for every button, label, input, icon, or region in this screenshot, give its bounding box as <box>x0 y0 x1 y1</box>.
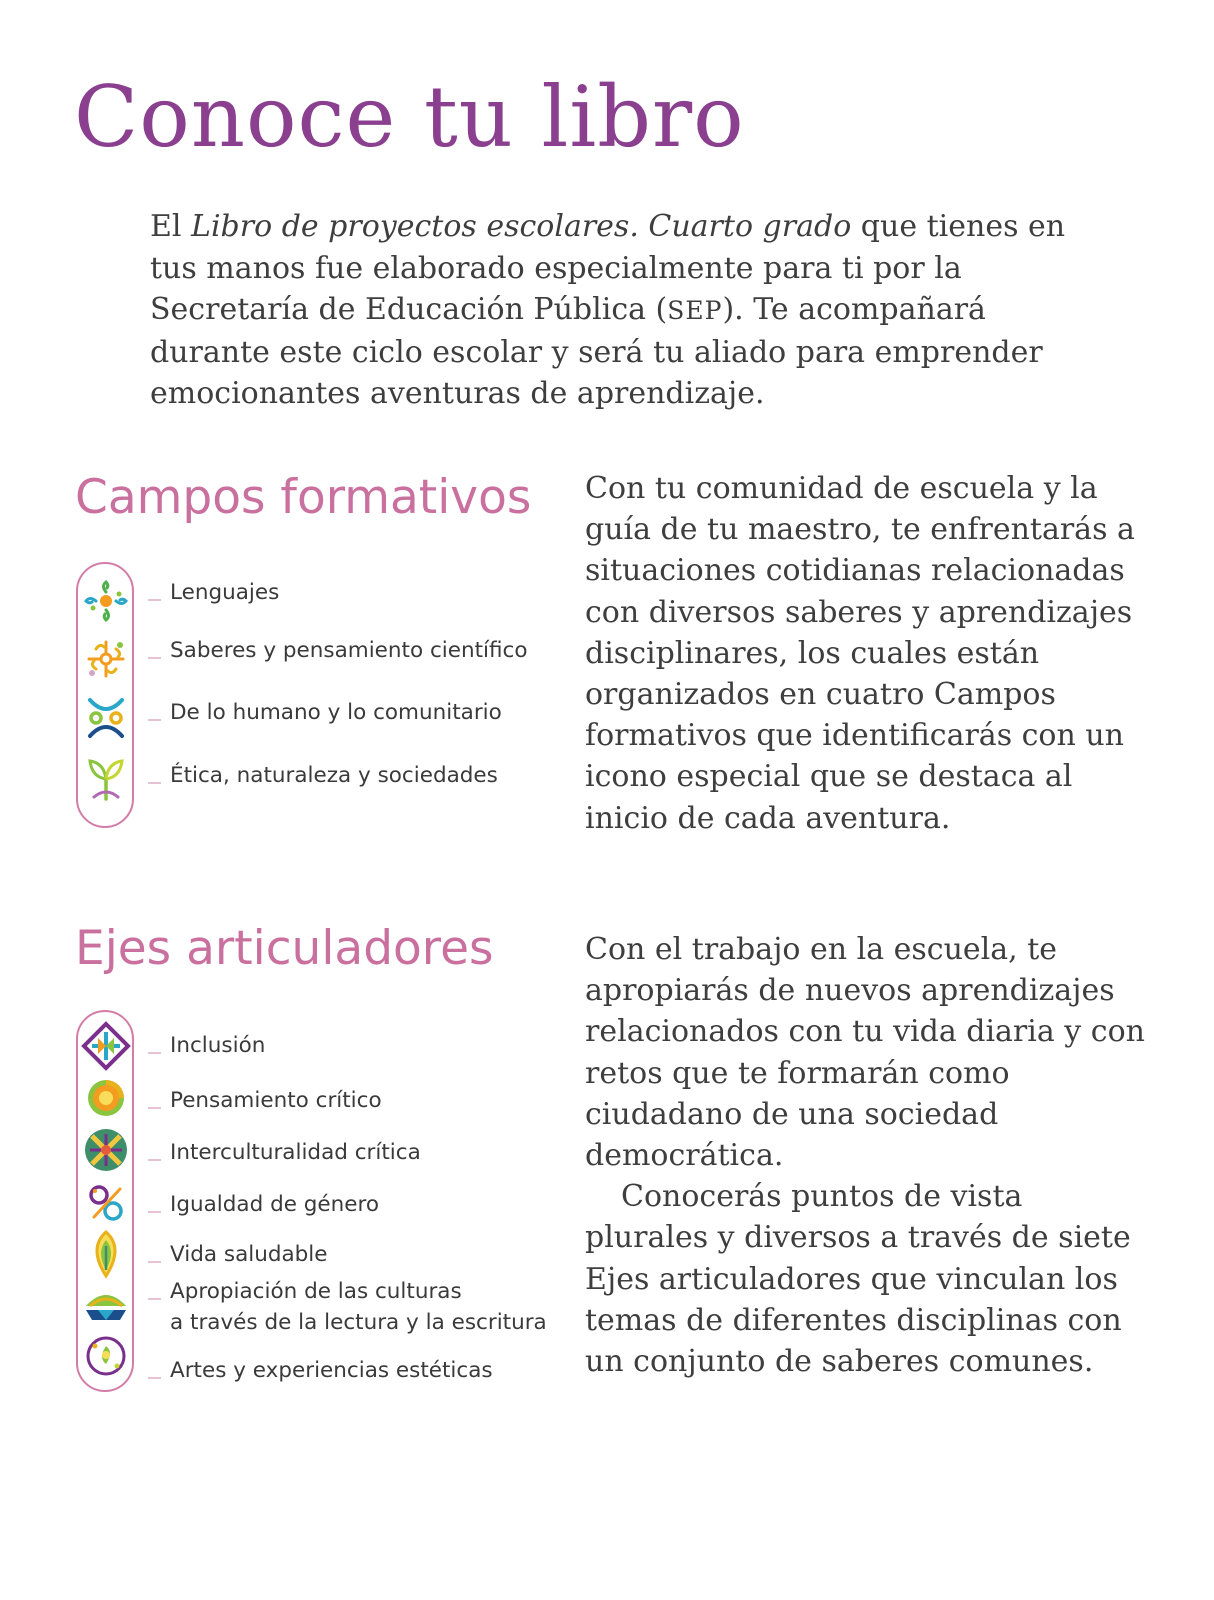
intro-paragraph: El Libro de proyectos escolares. Cuarto grado que tienes en tus manos fue elaborado especialmente para ti por la Secretaría de Educación Pública (SEP). Te acompañará durante este ciclo escolar y será tu aliado para emprender emocionantes aventuras de aprendizaje. <box>150 209 1066 411</box>
campos-formativos-heading: Campos formativos <box>75 470 532 525</box>
eje-igualdad-genero: Igualdad de género <box>170 1189 379 1220</box>
ejes-articuladores-heading: Ejes articuladores <box>75 921 494 976</box>
eje-apropiacion-culturas: Apropiación de las culturas a través de la lectura y la escritura <box>170 1276 547 1338</box>
ejes-description <box>585 929 1145 1382</box>
campo-humano-comunitario: De lo humano y lo comunitario <box>170 697 502 728</box>
eje-pensamiento-critico: Pensamiento crítico <box>170 1085 382 1116</box>
eje-interculturalidad: Interculturalidad crítica <box>170 1137 421 1168</box>
vida-saludable-icon <box>80 1228 132 1280</box>
eje-vida-saludable: Vida saludable <box>170 1239 328 1270</box>
campos-description: Con tu comunidad de escuela y la guía de tu maestro, te enfrentarás a situaciones cotidianas relacionadas con diversos saberes y aprendizajes disciplinares, los cuales están organizados en cuatro Campos formativos que identificarás con un icono especial que se destaca al inicio de cada aventura. <box>585 471 1135 836</box>
ejes-description-p1: Con el trabajo en la escuela, te apropiarás de nuevos aprendizajes relacionados con tu vida diaria y con retos que te formarán como ciudadano de una sociedad democrática. <box>585 932 1145 1174</box>
pensamiento-critico-icon <box>80 1072 132 1124</box>
saberes-icon <box>80 633 132 685</box>
campo-lenguajes: Lenguajes <box>170 577 279 608</box>
sep-acronym: SEP <box>667 296 723 325</box>
campo-etica-naturaleza: Ética, naturaleza y sociedades <box>170 760 498 791</box>
book-title: Libro de proyectos escolares. Cuarto grado <box>191 209 852 244</box>
ejes-description-p2: Conocerás puntos de vista plurales y diversos a través de siete Ejes articuladores que vinculan los temas de diferentes disciplinas con un conjunto de saberes comunes. <box>585 1179 1131 1380</box>
igualdad-genero-icon <box>80 1177 132 1229</box>
humano-comunitario-icon <box>80 692 132 744</box>
inclusion-icon <box>80 1020 132 1072</box>
lenguajes-icon <box>80 575 132 627</box>
page-title: Conoce tu libro <box>74 68 745 166</box>
campo-saberes: Saberes y pensamiento científico <box>170 635 528 666</box>
apropiacion-culturas-icon <box>80 1280 132 1332</box>
artes-icon <box>80 1330 132 1382</box>
etica-naturaleza-icon <box>80 753 132 805</box>
interculturalidad-icon <box>80 1124 132 1176</box>
eje-artes: Artes y experiencias estéticas <box>170 1355 493 1386</box>
eje-inclusion: Inclusión <box>170 1030 265 1061</box>
